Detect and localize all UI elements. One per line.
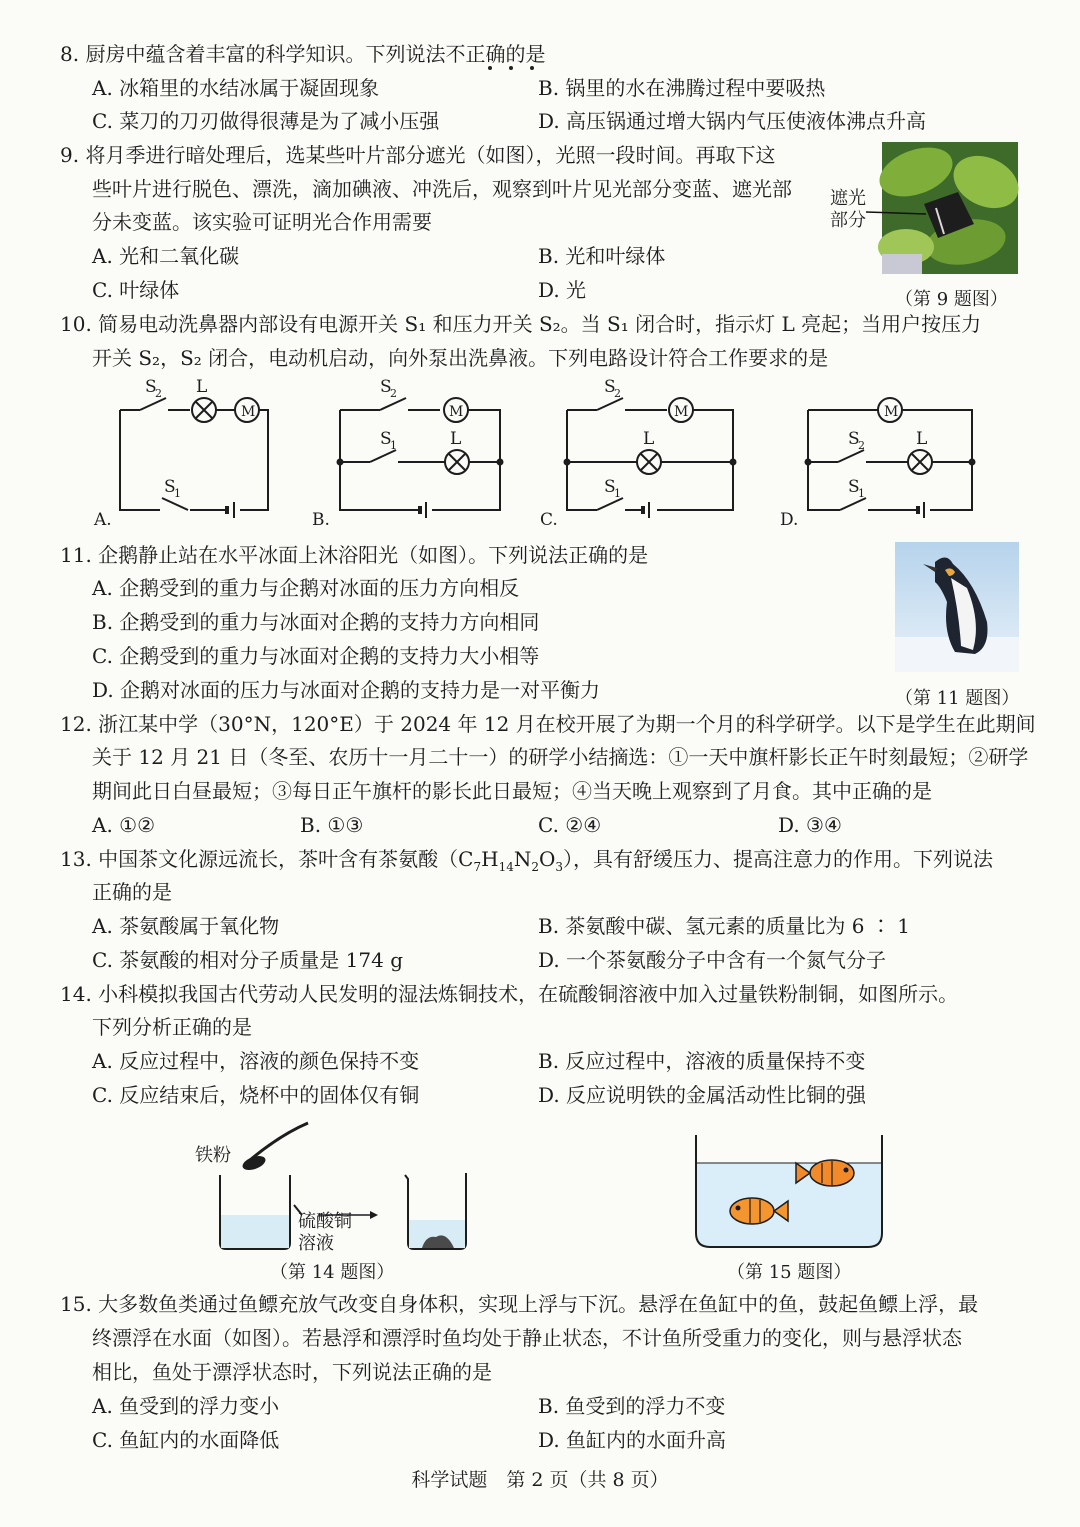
q15-option-a: A. 鱼受到的浮力变小 bbox=[92, 1394, 280, 1418]
svg-text:1: 1 bbox=[174, 487, 181, 500]
q9-stem-line3: 分未变蓝。该实验可证明光合作用需要 bbox=[92, 210, 432, 234]
q11-option-c: C. 企鹅受到的重力与冰面对企鹅的支持力大小相等 bbox=[92, 644, 540, 668]
q8-option-b: B. 锅里的水在沸腾过程中要吸热 bbox=[538, 76, 826, 100]
q12-option-a: A. ①② bbox=[92, 813, 156, 837]
q13-option-a: A. 茶氨酸属于氧化物 bbox=[92, 914, 280, 938]
q13-option-b: B. 茶氨酸中碳、氢元素的质量比为 6 ∶ 1 bbox=[538, 914, 910, 938]
svg-text:A.: A. bbox=[94, 510, 112, 530]
q10-stem-line1: 10. 简易电动洗鼻器内部设有电源开关 S₁ 和压力开关 S₂。当 S₁ 闭合时，指示灯 L 亮起；当用户按压力 bbox=[60, 312, 982, 336]
q15-stem-line3: 相比，鱼处于漂浮状态时，下列说法正确的是 bbox=[92, 1360, 492, 1384]
q15-stem-line1: 15. 大多数鱼类通过鱼鳔充放气改变自身体积，实现上浮与下沉。悬浮在鱼缸中的鱼，鼓起鱼鳔上浮，最 bbox=[60, 1292, 979, 1316]
svg-text:S: S bbox=[604, 477, 616, 497]
svg-text:硫酸铜: 硫酸铜 bbox=[298, 1211, 352, 1232]
q9-option-b: B. 光和叶绿体 bbox=[538, 244, 666, 268]
q14-stem-line1: 14. 小科模拟我国古代劳动人民发明的湿法炼铜技术，在硫酸铜溶液中加入过量铁粉制铜，如图所示。 bbox=[60, 982, 959, 1006]
page-footer: 科学试题 第 2 页（共 8 页） bbox=[411, 1469, 669, 1491]
svg-text:L: L bbox=[450, 429, 462, 449]
svg-text:S: S bbox=[145, 377, 157, 397]
q11-option-b: B. 企鹅受到的重力与冰面对企鹅的支持力方向相同 bbox=[92, 610, 540, 634]
svg-text:2: 2 bbox=[155, 387, 162, 400]
svg-text:M: M bbox=[884, 404, 899, 420]
emphasis-dots bbox=[480, 66, 542, 70]
svg-text:S: S bbox=[604, 377, 616, 397]
svg-text:2: 2 bbox=[390, 387, 397, 400]
q12-stem-line1: 12. 浙江某中学（30°N，120°E）于 2024 年 12 月在校开展了为期一个月的科学研学。以下是学生在此期间 bbox=[60, 712, 1036, 736]
penguin-photo bbox=[895, 542, 1019, 672]
q8-stem: 8. 厨房中蕴含着丰富的科学知识。下列说法不正确的是 bbox=[60, 42, 546, 66]
q8-option-c: C. 菜刀的刀刃做得很薄是为了减小压强 bbox=[92, 109, 440, 133]
q13-option-c: C. 茶氨酸的相对分子质量是 174 g bbox=[92, 948, 403, 972]
q9-option-c: C. 叶绿体 bbox=[92, 278, 180, 302]
svg-text:1: 1 bbox=[858, 487, 865, 500]
q11-caption: （第 11 题图） bbox=[895, 688, 1020, 709]
q15-stem-line2: 终漂浮在水面（如图）。若悬浮和漂浮时鱼均处于静止状态，不计鱼所受重力的变化，则与悬浮状态 bbox=[92, 1326, 962, 1350]
svg-text:铁粉: 铁粉 bbox=[195, 1145, 231, 1166]
circuit-diagrams bbox=[80, 370, 1000, 530]
q15-option-c: C. 鱼缸内的水面降低 bbox=[92, 1428, 280, 1452]
q15-option-d: D. 鱼缸内的水面升高 bbox=[538, 1428, 727, 1452]
q14-option-d: D. 反应说明铁的金属活动性比铜的强 bbox=[538, 1083, 867, 1107]
svg-text:B.: B. bbox=[312, 510, 330, 530]
q12-stem-line2: 关于 12 月 21 日（冬至、农历十一月二十一）的研学小结摘选：①一天中旗杆影长正午时刻最短；②研学 bbox=[92, 745, 1029, 769]
q8-option-d: D. 高压锅通过增大锅内气压使液体沸点升高 bbox=[538, 109, 927, 133]
svg-text:M: M bbox=[674, 404, 689, 420]
q12-option-b: B. ①③ bbox=[300, 813, 364, 837]
q10-stem-line2: 开关 S₂，S₂ 闭合，电动机启动，向外泵出洗鼻液。下列电路设计符合工作要求的是 bbox=[92, 346, 829, 370]
q15-caption: （第 15 题图） bbox=[727, 1262, 852, 1283]
svg-text:S: S bbox=[380, 377, 392, 397]
svg-text:2: 2 bbox=[614, 387, 621, 400]
q14-option-c: C. 反应结束后，烧杯中的固体仅有铜 bbox=[92, 1083, 420, 1107]
svg-text:S: S bbox=[848, 477, 860, 497]
q9-stem-line1: 9. 将月季进行暗处理后，选某些叶片部分遮光（如图），光照一段时间。再取下这 bbox=[60, 143, 776, 167]
svg-text:D.: D. bbox=[780, 510, 799, 530]
q15-option-b: B. 鱼受到的浮力不变 bbox=[538, 1394, 726, 1418]
q9-label-2: 部分 bbox=[830, 210, 866, 231]
svg-text:C.: C. bbox=[540, 510, 558, 530]
svg-text:1: 1 bbox=[390, 439, 397, 452]
q14-stem-line2: 下列分析正确的是 bbox=[92, 1015, 252, 1039]
q9-label-1: 遮光 bbox=[830, 188, 866, 209]
q11-option-a: A. 企鹅受到的重力与企鹅对冰面的压力方向相反 bbox=[92, 576, 520, 600]
q11-stem: 11. 企鹅静止站在水平冰面上沐浴阳光（如图）。下列说法正确的是 bbox=[60, 543, 649, 567]
q14-option-b: B. 反应过程中，溶液的质量保持不变 bbox=[538, 1049, 866, 1073]
svg-text:S: S bbox=[848, 429, 860, 449]
svg-text:S: S bbox=[380, 429, 392, 449]
svg-text:1: 1 bbox=[614, 487, 621, 500]
q12-stem-line3: 期间此日白昼最短；③每日正午旗杆的影长此日最短；④当天晚上观察到了月食。其中正确的是 bbox=[92, 779, 932, 803]
q13-stem-line1: 13. 中国茶文化源远流长，茶叶含有茶氨酸$(C_7H_{14}N_2O_3)$，具有舒缓压力、提高注意力的作用。下列说法 bbox=[60, 847, 994, 874]
fish-tank-diagram bbox=[690, 1133, 890, 1251]
q13-stem-line2: 正确的是 bbox=[92, 880, 172, 904]
svg-text:2: 2 bbox=[858, 439, 865, 452]
q8-emphasis: 不正确 bbox=[445, 42, 506, 66]
svg-text:L: L bbox=[196, 377, 208, 397]
svg-text:M: M bbox=[449, 404, 464, 420]
q14-caption: （第 14 题图） bbox=[270, 1262, 395, 1283]
q9-stem-line2: 些叶片进行脱色、漂洗，滴加碘液、冲洗后，观察到叶片见光部分变蓝、遮光部 bbox=[92, 177, 792, 201]
q12-option-d: D. ③④ bbox=[778, 813, 842, 837]
q8-option-a: A. 冰箱里的水结冰属于凝固现象 bbox=[92, 76, 380, 100]
svg-text:L: L bbox=[643, 429, 655, 449]
svg-text:S: S bbox=[164, 477, 176, 497]
leaf-photo bbox=[866, 142, 1020, 274]
q9-option-d: D. 光 bbox=[538, 278, 587, 302]
beaker-diagram bbox=[190, 1115, 480, 1260]
q12-option-c: C. ②④ bbox=[538, 813, 602, 837]
svg-text:溶液: 溶液 bbox=[298, 1233, 334, 1254]
q11-option-d: D. 企鹅对冰面的压力与冰面对企鹅的支持力是一对平衡力 bbox=[92, 678, 601, 702]
q14-option-a: A. 反应过程中，溶液的颜色保持不变 bbox=[92, 1049, 420, 1073]
svg-text:L: L bbox=[916, 429, 928, 449]
svg-text:M: M bbox=[241, 404, 256, 420]
q13-option-d: D. 一个茶氨酸分子中含有一个氮气分子 bbox=[538, 948, 887, 972]
q9-option-a: A. 光和二氧化碳 bbox=[92, 244, 240, 268]
q9-caption: （第 9 题图） bbox=[895, 289, 1008, 310]
